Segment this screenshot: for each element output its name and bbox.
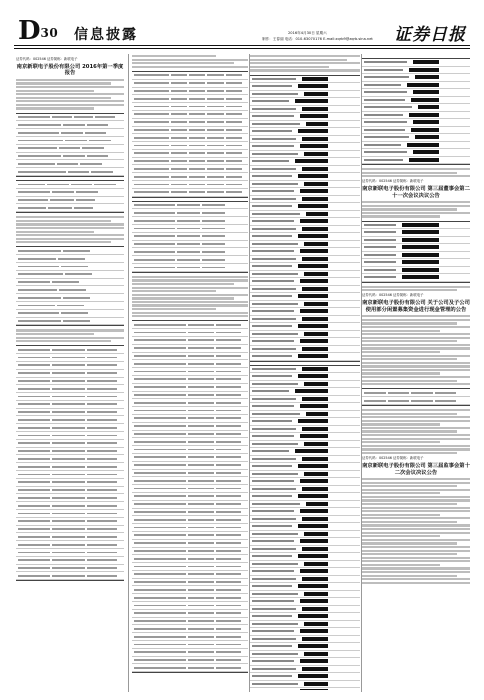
stock-code-line: 证券代码：002546 证券简称：新联电子 xyxy=(362,293,424,298)
editor-line: 制作：王春丽 电话：010-63070176 E-mail:zqrb9@zqrb.sina.net xyxy=(262,37,373,41)
page-number-digits: 30 xyxy=(40,26,59,40)
dense-financial-table-3 xyxy=(362,58,470,165)
data-table-long xyxy=(16,345,124,581)
body-text xyxy=(16,79,124,110)
financial-table xyxy=(16,113,124,177)
body-text xyxy=(362,409,470,454)
cashflow-table xyxy=(132,320,248,673)
dense-financial-table xyxy=(250,75,360,362)
data-table xyxy=(16,246,124,326)
header-rule-thin xyxy=(14,48,470,49)
stock-code-line: 证券代码：002546 证券简称：新联电子 xyxy=(362,179,424,184)
column-3 xyxy=(250,55,360,690)
body-text xyxy=(362,201,470,218)
article-title: 南京新联电子股份有限公司 第三届董事会第二十一次会议决议公告 xyxy=(362,186,470,199)
resolution-table xyxy=(362,221,470,283)
page-letter: D xyxy=(18,16,41,46)
article-title: 南京新联电子股份有限公司 第三届监事会第十二次会议决议公告 xyxy=(362,463,470,476)
financial-table xyxy=(132,71,248,198)
body-text xyxy=(362,315,470,385)
body-text xyxy=(16,216,124,243)
column-2 xyxy=(132,55,248,690)
header-rule xyxy=(14,45,470,46)
shareholder-table xyxy=(16,180,124,213)
body-text xyxy=(250,55,360,72)
newspaper-logo: 证券日报 xyxy=(394,25,466,45)
column-4 xyxy=(362,55,470,690)
article-title: 南京新联电子股份有限公司 关于公司及子公司使用部分闲置募集资金进行现金管理的公告 xyxy=(362,300,470,313)
body-text xyxy=(362,286,470,292)
stock-code-line: 证券代码：002546 证券简称：新联电子 xyxy=(362,456,424,461)
fund-table xyxy=(362,388,470,406)
body-text xyxy=(16,329,124,342)
balance-table xyxy=(132,201,248,273)
body-text xyxy=(362,478,470,584)
masthead xyxy=(0,0,484,46)
body-text xyxy=(362,168,470,177)
page-number xyxy=(18,18,58,48)
stock-code-line: 证券代码：002546 证券简称：新联电子 xyxy=(16,57,78,61)
column-1 xyxy=(16,55,124,690)
body-text xyxy=(132,276,248,318)
column-divider xyxy=(128,54,129,692)
body-text xyxy=(132,55,248,68)
section-title: 信息披露 xyxy=(74,27,138,43)
dense-financial-table-2 xyxy=(250,365,360,691)
issue-date: 2016年4月30日 星期六 xyxy=(288,31,327,35)
article-title: 南京新联电子股份有限公司 2016年第一季度报告 xyxy=(16,64,124,77)
